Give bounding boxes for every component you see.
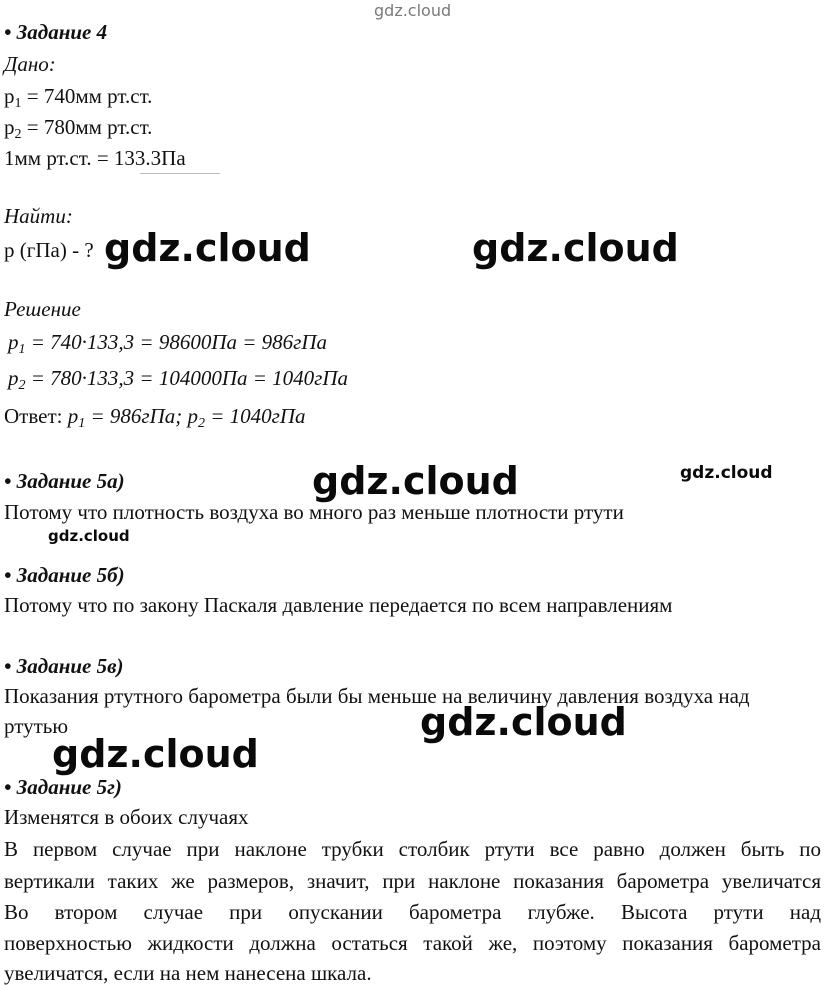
find-label: Найти: (4, 204, 73, 228)
task5g-intro: Изменятся в обоих случаях (4, 805, 249, 829)
eq1-subscript: 1 (18, 342, 26, 357)
answer-line (4, 404, 306, 432)
equation-2 (8, 366, 348, 394)
eq2-subscript: 2 (18, 378, 26, 393)
eq2-value: = 780·133,3 = 104000Па = 1040гПа (25, 366, 349, 390)
watermark-top: gdz.cloud (374, 1, 452, 20)
task5v-line1: Показания ртутного барометра были бы меньше на величину давления воздуха над (4, 684, 750, 708)
answer-p2-subscript: 2 (198, 416, 205, 431)
p2-value: = 780мм рт.ст. (21, 115, 153, 139)
watermark-3: gdz.cloud (312, 459, 519, 503)
answer-p1-symbol: p (67, 404, 79, 428)
answer-p2-value: = 1040гПа (205, 404, 306, 428)
task5g-last: увеличатся, если на нем нанесена шкала. (4, 961, 372, 985)
given-label: Дано: (4, 52, 56, 76)
scribble-mark (140, 173, 220, 174)
task5b-heading: • Задание 5б) (4, 563, 125, 587)
answer-label: Ответ: (4, 404, 68, 428)
eq1-symbol: p (8, 330, 19, 354)
task5g-heading: • Задание 5г) (4, 775, 122, 799)
watermark-6: gdz.cloud (420, 700, 627, 744)
watermark-4: gdz.cloud (680, 463, 773, 483)
eq1-value: = 740·133,3 = 98600Па = 986гПа (25, 330, 328, 354)
p2-subscript: 2 (14, 127, 22, 142)
task5g-line-2: вертикали таких же размеров, значит, при наклоне показания барометра увеличатся (4, 869, 821, 893)
solution-label: Решение (4, 297, 81, 321)
task5g-line-4: поверхностью жидкости должна остаться такой же, поэтому показания барометра (4, 931, 821, 955)
task5v-line2: ртутью (4, 714, 69, 738)
answer-p2-symbol: p (187, 404, 198, 428)
eq2-symbol: p (8, 366, 19, 390)
watermark-2: gdz.cloud (472, 226, 679, 270)
given-conversion: 1мм рт.ст. = 133.3Па (4, 146, 186, 170)
answer-p1-value: = 986гПа; (85, 404, 188, 428)
watermark-5: gdz.cloud (48, 527, 130, 545)
task5g-line-1: В первом случае при наклоне трубки столбик ртути все равно должен быть по (4, 837, 821, 861)
p1-value: = 740мм рт.ст. (21, 84, 153, 108)
find-value: p (гПа) - ? (4, 238, 94, 262)
task5b-text: Потому что по закону Паскаля давление передается по всем направлениям (4, 593, 673, 617)
task5v-heading: • Задание 5в) (4, 654, 124, 678)
given-p2 (4, 115, 152, 143)
given-p1 (4, 84, 152, 112)
answer-p1-subscript: 1 (78, 416, 86, 431)
task5a-heading: • Задание 5а) (4, 469, 125, 493)
p1-symbol: p (4, 84, 15, 108)
watermark-1: gdz.cloud (104, 226, 311, 270)
p2-symbol: p (4, 115, 15, 139)
task5a-text: Потому что плотность воздуха во много раз меньше плотности ртути (4, 500, 624, 524)
task4-heading: • Задание 4 (4, 20, 108, 44)
task5g-line-3: Во втором случае при опускании барометра глубже. Высота ртути над (4, 900, 821, 924)
watermark-7: gdz.cloud (52, 732, 259, 776)
p1-subscript: 1 (14, 96, 22, 111)
equation-1 (8, 330, 327, 358)
